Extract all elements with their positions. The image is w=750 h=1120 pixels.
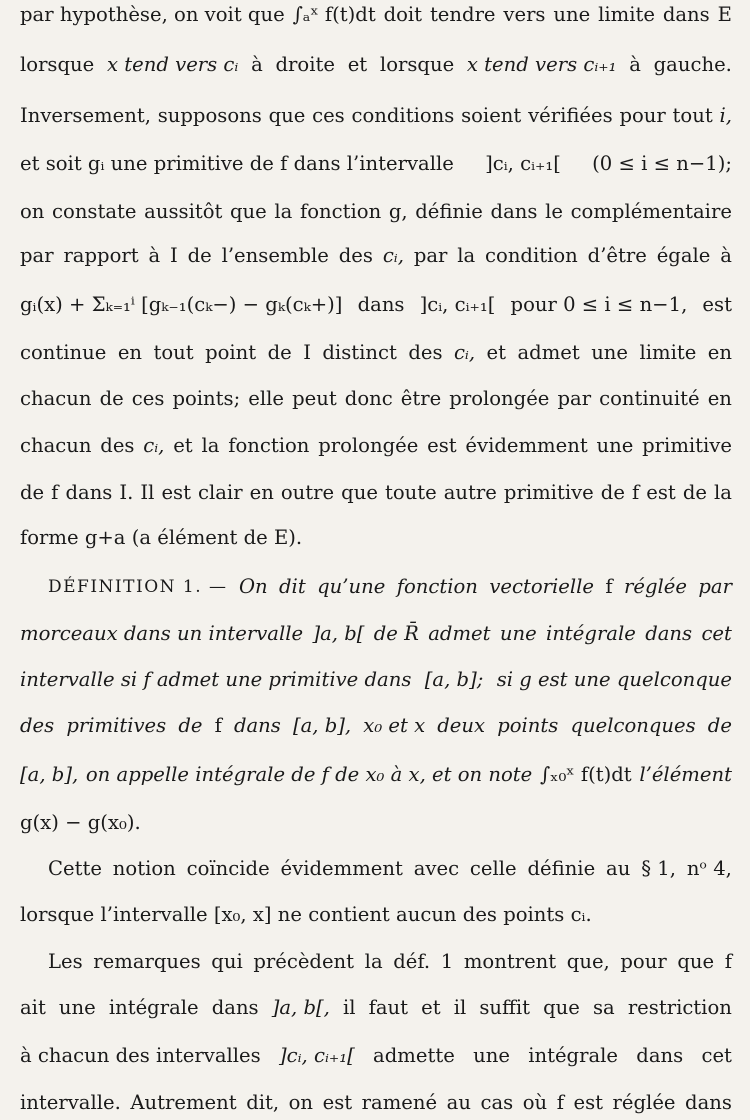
text-line: par rapport à I de l’ensemble des cᵢ, par la condition d’être égale à xyxy=(20,244,732,267)
definition-line: g(x) − g(x₀). xyxy=(20,811,141,834)
text-line: lorsque l’intervalle [x₀, x] ne contient aucun des points cᵢ. xyxy=(20,903,592,926)
text-line: ait une intégrale dans ]a, b[, il faut et il suffit que sa restriction xyxy=(20,996,732,1019)
text-line: forme g+a (a élément de E). xyxy=(20,526,303,549)
definition-line: intervalle si f admet une primitive dans [a, b]; si g est une quelconque xyxy=(20,668,732,691)
text-line: à chacun des intervalles ]cᵢ, cᵢ₊₁[ admette une intégrale dans cet xyxy=(20,1044,732,1067)
text-line: gᵢ(x) + Σₖ₌₁ⁱ [gₖ₋₁(cₖ−) − gₖ(cₖ+)] dans ]cᵢ, cᵢ₊₁[ pour 0 ≤ i ≤ n−1, est xyxy=(20,293,732,316)
text-line: lorsque x tend vers cᵢ à droite et lorsque x tend vers cᵢ₊₁ à gauche. xyxy=(20,53,732,76)
text-line: par hypothèse, on voit que ∫ₐˣ f(t)dt doit tendre vers une limite dans E xyxy=(20,3,732,26)
text-line: on constate aussitôt que la fonction g, définie dans le complémentaire xyxy=(20,200,732,223)
text-line: intervalle. Autrement dit, on est ramené au cas où f est réglée dans xyxy=(20,1091,732,1114)
text-line: chacun de ces points; elle peut donc être prolongée par continuité en xyxy=(20,387,732,410)
definition-heading: DÉFINITION 1. — xyxy=(48,577,228,597)
text-line: et soit gᵢ une primitive de f dans l’intervalle ]cᵢ, cᵢ₊₁[ (0 ≤ i ≤ n−1); xyxy=(20,152,732,175)
definition-line: [a, b], on appelle intégrale de f de x₀ à x, et on note ∫ₓ₀ˣ f(t)dt l’élément xyxy=(20,763,732,786)
text-line: Inversement, supposons que ces conditions soient vérifiées pour tout i, xyxy=(20,104,732,127)
definition-line: morceaux dans un intervalle ]a, b[ de R̄ admet une intégrale dans cet xyxy=(20,622,732,645)
definition-line: des primitives de f dans [a, b], x₀ et x deux points quelconques de xyxy=(20,714,732,737)
text-line: Cette notion coïncide évidemment avec celle définie au § 1, nᵒ 4, xyxy=(48,857,732,880)
text-line: continue en tout point de I distinct des cᵢ, et admet une limite en xyxy=(20,341,732,364)
text-line: Les remarques qui précèdent la déf. 1 montrent que, pour que f xyxy=(48,950,732,973)
text-line: chacun des cᵢ, et la fonction prolongée est évidemment une primitive xyxy=(20,434,732,457)
definition-line: DÉFINITION 1. — On dit qu’une fonction vectorielle f réglée par xyxy=(48,575,732,598)
text-line: de f dans I. Il est clair en outre que toute autre primitive de f est de la xyxy=(20,481,732,504)
